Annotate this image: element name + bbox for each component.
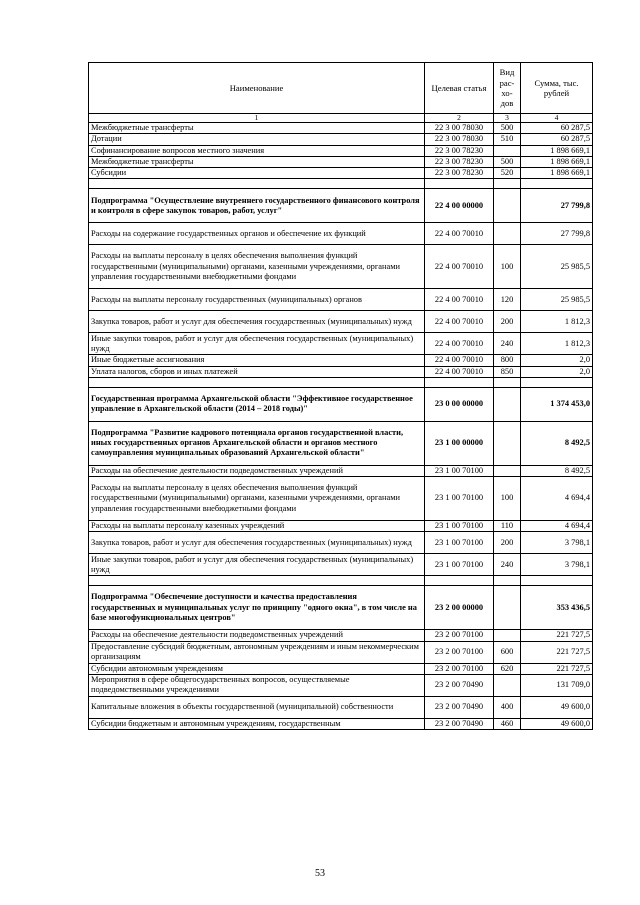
cell-type: 460 [494,718,521,729]
cell-type: 200 [494,532,521,554]
cell-type: 500 [494,123,521,134]
column-number: 4 [521,114,593,123]
cell-type [494,189,521,223]
cell-code: 22 3 00 78230 [425,145,494,156]
cell-code: 22 4 00 70010 [425,311,494,333]
table-row [89,123,593,134]
cell-code: 23 1 00 70100 [425,521,494,532]
cell-type [494,586,521,630]
cell-type [494,387,521,421]
cell-type [494,674,521,696]
cell-code: 23 1 00 00000 [425,421,494,465]
empty-cell [521,377,593,387]
cell-name: Капитальные вложения в объекты государственной (муниципальной) собственности [89,696,425,718]
empty-cell [494,179,521,189]
cell-sum: 353 436,5 [521,586,593,630]
header-type: Вид рас- хо- дов [494,63,521,114]
spacer-row [89,179,593,189]
header-row [89,63,593,114]
table-row-program [89,421,593,465]
table-row [89,696,593,718]
empty-cell [425,179,494,189]
cell-name: Расходы на обеспечение деятельности подведомственных учреждений [89,465,425,476]
cell-code: 22 3 00 78030 [425,123,494,134]
table-row [89,718,593,729]
cell-name: Расходы на обеспечение деятельности подведомственных учреждений [89,630,425,641]
cell-sum: 60 287,5 [521,123,593,134]
budget-table [88,62,593,730]
cell-sum: 1 898 669,1 [521,145,593,156]
cell-name: Субсидии автономным учреждениям [89,663,425,674]
cell-type [494,465,521,476]
cell-code: 23 1 00 70100 [425,465,494,476]
cell-name: Расходы на выплаты персоналу государственных (муниципальных) органов [89,289,425,311]
table-row [89,465,593,476]
cell-sum: 3 798,1 [521,554,593,576]
cell-type: 620 [494,663,521,674]
empty-cell [89,377,425,387]
cell-code: 23 1 00 70100 [425,532,494,554]
empty-cell [494,377,521,387]
table-row [89,355,593,366]
cell-sum: 221 727,5 [521,663,593,674]
cell-sum: 60 287,5 [521,134,593,145]
cell-name: Дотации [89,134,425,145]
cell-name: Расходы на выплаты персоналу в целях обеспечения выполнения функций государственными (муниципальными) органами, казенными учреждениями, органами управления государственными внебюджетными фондами [89,245,425,289]
cell-name: Подпрограмма "Развитие кадрового потенциала органов государственной власти, иных государственных органов Архангельской области и органов местного самоуправления муниципальных образований Архангельской области" [89,421,425,465]
cell-name: Субсидии [89,168,425,179]
cell-type [494,630,521,641]
cell-sum: 8 492,5 [521,465,593,476]
cell-name: Иные закупки товаров, работ и услуг для обеспечения государственных (муниципальных) нужд [89,554,425,576]
cell-type: 500 [494,156,521,167]
cell-sum: 221 727,5 [521,630,593,641]
table-row-program [89,586,593,630]
cell-type: 200 [494,311,521,333]
cell-code: 22 4 00 70010 [425,366,494,377]
empty-cell [425,377,494,387]
cell-code: 23 1 00 70100 [425,477,494,521]
table-row [89,554,593,576]
empty-cell [521,576,593,586]
column-number: 2 [425,114,494,123]
cell-code: 23 2 00 70490 [425,696,494,718]
table-row-program [89,189,593,223]
cell-name: Подпрограмма "Обеспечение доступности и качества предоставления государственных и муниципальных услуг по принципу "одного окна", в том числе на базе многофункциональных центров" [89,586,425,630]
table-row [89,145,593,156]
cell-type: 800 [494,355,521,366]
cell-code: 23 2 00 70100 [425,630,494,641]
cell-name: Софинансирование вопросов местного значения [89,145,425,156]
empty-cell [89,179,425,189]
empty-cell [425,576,494,586]
table-row [89,134,593,145]
cell-type [494,145,521,156]
table-row [89,521,593,532]
cell-name: Субсидии бюджетным и автономным учреждениям, государственным [89,718,425,729]
cell-type: 240 [494,554,521,576]
cell-sum: 221 727,5 [521,641,593,663]
table-body [89,63,593,730]
cell-name: Межбюджетные трансферты [89,156,425,167]
cell-code: 23 1 00 70100 [425,554,494,576]
cell-type: 110 [494,521,521,532]
cell-code: 23 2 00 70490 [425,718,494,729]
cell-name: Расходы на выплаты персоналу казенных учреждений [89,521,425,532]
cell-code: 22 4 00 70010 [425,333,494,355]
cell-name: Межбюджетные трансферты [89,123,425,134]
header-name: Наименование [89,63,425,114]
table-row-program [89,387,593,421]
cell-type: 400 [494,696,521,718]
spacer-row [89,576,593,586]
table-row [89,674,593,696]
cell-code: 22 4 00 70010 [425,289,494,311]
cell-sum: 27 799,8 [521,189,593,223]
empty-cell [494,576,521,586]
cell-code: 23 2 00 70100 [425,641,494,663]
cell-type: 100 [494,245,521,289]
cell-sum: 27 799,8 [521,223,593,245]
cell-type: 100 [494,477,521,521]
cell-code: 23 2 00 00000 [425,586,494,630]
cell-name: Закупка товаров, работ и услуг для обеспечения государственных (муниципальных) нужд [89,532,425,554]
cell-sum: 1 898 669,1 [521,168,593,179]
cell-type: 850 [494,366,521,377]
cell-sum: 49 600,0 [521,718,593,729]
table-row [89,156,593,167]
column-number-row [89,114,593,123]
table-row [89,289,593,311]
table-row [89,223,593,245]
cell-name: Расходы на содержание государственных органов и обеспечение их функций [89,223,425,245]
cell-name: Мероприятия в сфере общегосударственных вопросов, осуществляемые подведомственными учреждениями [89,674,425,696]
cell-code: 22 4 00 70010 [425,355,494,366]
cell-sum: 3 798,1 [521,532,593,554]
cell-sum: 2,0 [521,355,593,366]
cell-code: 22 3 00 78230 [425,156,494,167]
cell-type [494,223,521,245]
table-row [89,333,593,355]
cell-sum: 2,0 [521,366,593,377]
cell-sum: 4 694,4 [521,477,593,521]
cell-sum: 131 709,0 [521,674,593,696]
cell-type: 510 [494,134,521,145]
header-sum: Сумма, тыс. рублей [521,63,593,114]
cell-type: 120 [494,289,521,311]
cell-sum: 8 492,5 [521,421,593,465]
spacer-row [89,377,593,387]
cell-sum: 1 812,3 [521,311,593,333]
cell-name: Государственная программа Архангельской области "Эффективное государственное управление в Архангельской области (2014 – 2018 годы)" [89,387,425,421]
table-row [89,663,593,674]
cell-code: 23 2 00 70490 [425,674,494,696]
table-row [89,366,593,377]
header-code: Целевая статья [425,63,494,114]
cell-sum: 4 694,4 [521,521,593,532]
cell-code: 22 3 00 78230 [425,168,494,179]
empty-cell [89,576,425,586]
cell-sum: 25 985,5 [521,245,593,289]
table-row [89,311,593,333]
cell-code: 23 0 00 00000 [425,387,494,421]
cell-sum: 1 374 453,0 [521,387,593,421]
table-row [89,477,593,521]
cell-code: 23 2 00 70100 [425,663,494,674]
cell-name: Уплата налогов, сборов и иных платежей [89,366,425,377]
cell-name: Подпрограмма "Осуществление внутреннего государственного финансового контроля и контроля в сфере закупок товаров, работ, услуг" [89,189,425,223]
cell-type: 520 [494,168,521,179]
cell-name: Предоставление субсидий бюджетным, автономным учреждениям и иным некоммерческим организациям [89,641,425,663]
table-row [89,532,593,554]
table-row [89,168,593,179]
cell-code: 22 4 00 00000 [425,189,494,223]
cell-code: 22 3 00 78030 [425,134,494,145]
page-number: 53 [315,868,325,879]
cell-sum: 49 600,0 [521,696,593,718]
cell-name: Иные закупки товаров, работ и услуг для обеспечения государственных (муниципальных) нужд [89,333,425,355]
column-number: 3 [494,114,521,123]
cell-sum: 25 985,5 [521,289,593,311]
table-row [89,641,593,663]
cell-name: Расходы на выплаты персоналу в целях обеспечения выполнения функций государственными (муниципальными) органами, казенными учреждениями, органами управления государственными внебюджетными фондами [89,477,425,521]
cell-code: 22 4 00 70010 [425,245,494,289]
empty-cell [521,179,593,189]
column-number: 1 [89,114,425,123]
cell-type: 600 [494,641,521,663]
table-row [89,245,593,289]
cell-name: Закупка товаров, работ и услуг для обеспечения государственных (муниципальных) нужд [89,311,425,333]
cell-sum: 1 812,3 [521,333,593,355]
cell-name: Иные бюджетные ассигнования [89,355,425,366]
cell-code: 22 4 00 70010 [425,223,494,245]
cell-type [494,421,521,465]
cell-type: 240 [494,333,521,355]
table-row [89,630,593,641]
cell-sum: 1 898 669,1 [521,156,593,167]
